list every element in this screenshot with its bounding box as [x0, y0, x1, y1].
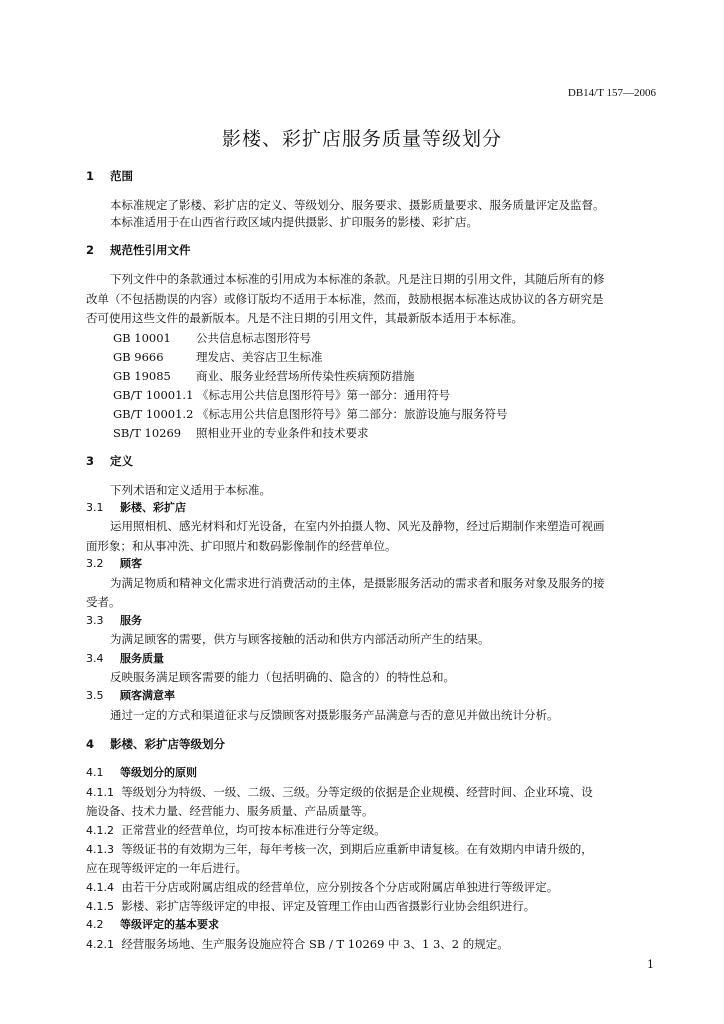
clause-text: 正常营业的经营单位，均可按本标准进行分等定级。	[121, 823, 386, 837]
section-title: 影楼、彩扩店等级划分	[110, 737, 225, 751]
paragraph-line: 为满足物质和精神文化需求进行消费活动的主体，是摄影服务活动的需求者和服务对象及服务的接	[110, 576, 605, 590]
term-number: 3.3	[86, 614, 104, 627]
paragraph: 下列术语和定义适用于本标准。	[110, 483, 271, 497]
section-title: 规范性引用文件	[110, 243, 191, 257]
term-title: 服务	[120, 614, 142, 627]
term-heading	[86, 650, 656, 668]
clause	[86, 840, 656, 859]
paragraph-line: 为满足顾客的需要，供方与顾客接触的活动和供方内部活动所产生的结果。	[110, 632, 490, 646]
reference-code: GB/T 10001.1	[113, 388, 194, 402]
document-title: 影楼、彩扩店服务质量等级划分	[221, 128, 502, 150]
reference-title: 《标志用公共信息图形符号》第二部分：旅游设施与服务符号	[197, 407, 508, 421]
clause	[86, 897, 656, 916]
section-number: 3	[86, 454, 95, 468]
clause-number: 4.1	[86, 766, 104, 779]
term-heading	[86, 687, 656, 705]
section-heading-3	[86, 452, 656, 470]
clause-heading	[86, 764, 656, 782]
term-number: 3.5	[86, 689, 104, 702]
clause-text: 由若干分店或附属店组成的经营单位，应分别按各个分店或附属店单独进行等级评定。	[121, 880, 559, 894]
clause-text: 等级划分为特级、一级、二级、三级。分等定级的依据是企业规模、经营时间、企业环境、设	[121, 785, 593, 799]
paragraph-line: 面形象；和从事冲洗、扩印照片和数码影像制作的经营单位。	[86, 539, 397, 553]
clause-number: 4.1.4	[86, 881, 114, 894]
reference-code: SB/T 10269	[113, 426, 182, 440]
paragraph-line: 否可使用这些文件的最新版本。凡是不注日期的引用文件，其最新版本适用于本标准。	[86, 311, 523, 325]
clause-number: 4.2.1	[86, 938, 114, 951]
reference-title: 公共信息标志图形符号	[196, 331, 311, 345]
term-title: 服务质量	[120, 652, 164, 665]
reference-title: 商业、服务业经营场所传染性疾病预防措施	[196, 369, 415, 383]
reference-code: GB/T 10001.2	[113, 407, 194, 421]
reference-title: 照相业开业的专业条件和技术要求	[196, 426, 369, 440]
reference-item	[113, 424, 656, 442]
section-title: 定义	[110, 454, 133, 468]
paragraph-line: 受者。	[86, 595, 121, 609]
clause-number: 4.1.3	[86, 843, 114, 856]
clause-text: 影楼、彩扩店等级评定的申报、评定及管理工作由山西省摄影行业协会组织进行。	[121, 899, 536, 913]
term-number: 3.1	[86, 501, 104, 514]
term-title: 顾客	[120, 557, 142, 570]
term-heading	[86, 499, 656, 517]
paragraph-line: 运用照相机、感光材料和灯光设备，在室内外拍摄人物、风光及静物，经过后期制作来塑造可视画	[110, 519, 605, 533]
section-heading-2	[86, 241, 656, 259]
clause-number: 4.1.2	[86, 824, 114, 837]
paragraph-line: 反映服务满足顾客需要的能力（包括明确的、隐含的）的特性总和。	[110, 670, 455, 684]
reference-item	[113, 348, 656, 366]
reference-code: GB 19085	[113, 369, 171, 383]
paragraph-line: 通过一定的方式和渠道征求与反馈顾客对摄影服务产品满意与否的意见并做出统计分析。	[110, 708, 559, 722]
term-heading	[86, 555, 656, 573]
clause-number: 4.2	[86, 918, 104, 931]
reference-code: GB 10001	[113, 331, 171, 345]
paragraph-line: 施设备、技术力量、经营能力、服务质量、产品质量等。	[86, 804, 374, 818]
clause	[86, 783, 656, 802]
reference-title: 《标志用公共信息图形符号》第一部分：通用符号	[197, 388, 450, 402]
section-title: 范围	[110, 169, 133, 183]
clause	[86, 878, 656, 897]
clause-heading	[86, 916, 656, 934]
clause-text: 等级证书的有效期为三年，每年考核一次，到期后应重新申请复核。在有效期内申请升级的，	[121, 842, 593, 856]
reference-title: 理发店、美容店卫生标准	[196, 350, 323, 364]
clause-title: 等级划分的原则	[120, 766, 197, 779]
paragraph: 本标准规定了影楼、彩扩店的定义、等级划分、服务要求、摄影质量要求、服务质量评定及监督。	[110, 198, 605, 212]
section-number: 2	[86, 243, 95, 257]
clause	[86, 821, 656, 840]
section-number: 1	[86, 169, 95, 183]
term-title: 影楼、彩扩店	[120, 501, 186, 514]
clause-number: 4.1.1	[86, 786, 114, 799]
page-number: 1	[647, 958, 654, 971]
clause-number: 4.1.5	[86, 900, 114, 913]
paragraph-line: 下列文件中的条款通过本标准的引用成为本标准的条款。凡是注日期的引用文件，其随后所有的修	[110, 272, 605, 286]
term-number: 3.4	[86, 652, 104, 665]
reference-item	[113, 367, 656, 385]
reference-item	[113, 386, 656, 404]
clause	[86, 935, 656, 954]
section-heading-4	[86, 735, 656, 753]
reference-item	[113, 329, 656, 347]
paragraph: 本标准适用于在山西省行政区域内提供摄影、扩印服务的影楼、彩扩店。	[110, 215, 478, 229]
term-heading	[86, 612, 656, 630]
term-title: 顾客满意率	[120, 689, 175, 702]
section-number: 4	[86, 737, 95, 751]
reference-item	[113, 405, 656, 423]
clause-text: 经营服务场地、生产服务设施应符合 SB / T 10269 中 3、1 3、2 的规定。	[121, 937, 509, 951]
standard-code: DB14/T 157—2006	[567, 87, 656, 99]
reference-code: GB 9666	[113, 350, 164, 364]
paragraph-line: 应在现等级评定的一年后进行。	[86, 861, 247, 875]
term-number: 3.2	[86, 557, 104, 570]
paragraph-line: 改单（不包括勘误的内容）或修订版均不适用于本标准，然而，鼓励根据本标准达成协议的各方研究是	[86, 292, 604, 306]
clause-title: 等级评定的基本要求	[120, 918, 219, 931]
section-heading-1	[86, 167, 656, 185]
